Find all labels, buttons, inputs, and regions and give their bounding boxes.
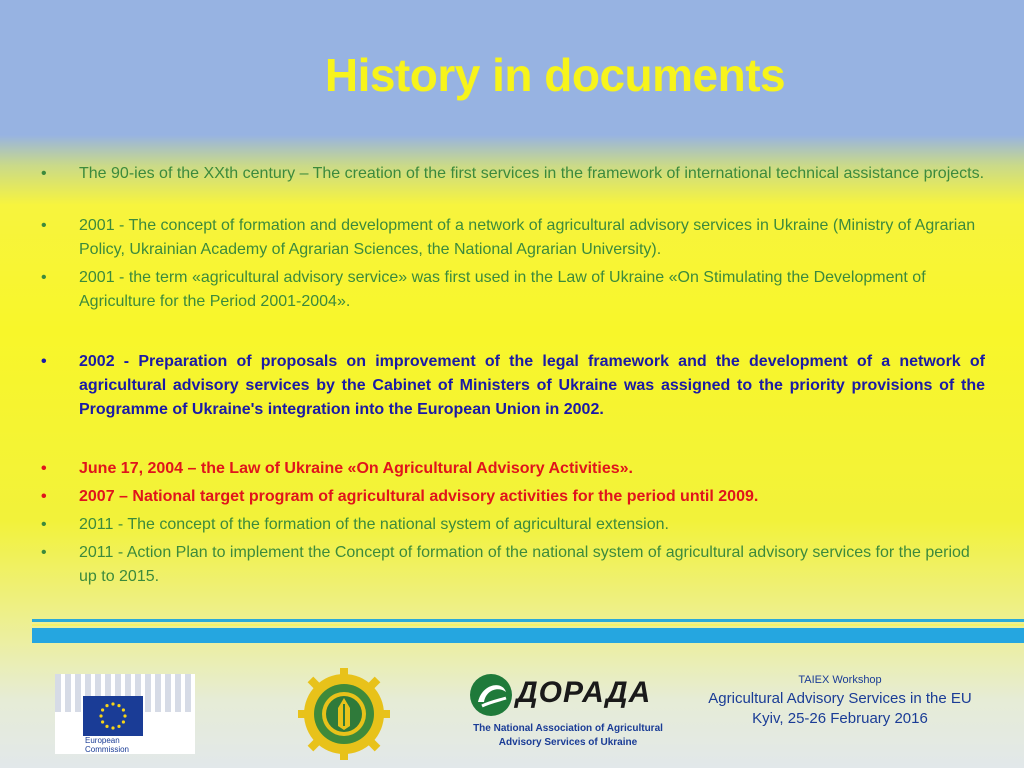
bullet-text: 2001 - The concept of formation and development of a network of agricultural advisory services in Ukraine (Ministry of Agrarian Policy, Ukrainian Academy of Agrarian Sciences, the National Agrarian University). bbox=[79, 217, 976, 258]
dorada-logo bbox=[468, 672, 668, 752]
divider-stripe bbox=[32, 628, 1024, 643]
bullet-marker: • bbox=[41, 269, 47, 286]
bullet-marker: • bbox=[41, 165, 47, 182]
bullet-marker: • bbox=[41, 353, 47, 370]
bullet-text: 2011 - Action Plan to implement the Concept of formation of the national system of agricultural advisory services for the period up to 2015. bbox=[79, 544, 970, 585]
bullet-item bbox=[41, 214, 987, 262]
bullet-item-highlight-2002 bbox=[41, 350, 985, 422]
eu-flag-icon bbox=[83, 696, 143, 736]
agrarian-emblem-icon bbox=[298, 668, 390, 760]
dorada-swirl-icon bbox=[468, 672, 514, 718]
bullet-marker: • bbox=[41, 544, 47, 561]
bullet-text: 2007 – National target program of agricultural advisory activities for the period until 2009. bbox=[79, 488, 759, 505]
european-commission-logo bbox=[55, 674, 195, 754]
taiex-event-date: Kyiv, 25-26 February 2016 bbox=[752, 710, 928, 727]
bullet-text: The 90-ies of the XXth century – The creation of the first services in the framework of international technical assistance projects. bbox=[79, 165, 985, 182]
slide-title: History in documents bbox=[324, 49, 786, 101]
bullet-text: 2001 - the term «agricultural advisory service» was first used in the Law of Ukraine «On Stimulating the Development of Agriculture for the Period 2001-2004». bbox=[79, 269, 926, 310]
bullet-text: 2002 - Preparation of proposals on improvement of the legal framework and the development of a network of agricultural advisory services by the Cabinet of Ministers of Ukraine was assigned to the priority provisions of the Programme of Ukraine's integration into the European Union in 2002. bbox=[79, 353, 985, 418]
ec-logo-text: European Commission bbox=[85, 736, 130, 754]
taiex-label: TAIEX Workshop bbox=[798, 674, 882, 686]
bullet-text: 2011 - The concept of the formation of the national system of agricultural extension. bbox=[79, 516, 669, 533]
taiex-event-title: Agricultural Advisory Services in the EU bbox=[708, 690, 972, 707]
bullet-item-program-2007 bbox=[41, 485, 987, 509]
divider-stripe bbox=[32, 624, 1024, 626]
bullet-item-law-2004 bbox=[41, 457, 987, 481]
bullet-item bbox=[41, 513, 987, 537]
bullet-text: June 17, 2004 – the Law of Ukraine «On Agricultural Advisory Activities». bbox=[79, 460, 633, 477]
bullet-item bbox=[41, 266, 987, 314]
divider-stripe bbox=[32, 619, 1024, 622]
bullet-marker: • bbox=[41, 488, 47, 505]
bullet-marker: • bbox=[41, 460, 47, 477]
bullet-marker: • bbox=[41, 516, 47, 533]
dorada-caption: The National Association of Agricultural Advisory Services of Ukraine bbox=[473, 723, 663, 748]
dorada-wordmark: ДОРАДА bbox=[516, 676, 652, 709]
bullet-item bbox=[41, 541, 987, 589]
bullet-marker: • bbox=[41, 217, 47, 234]
bullet-item bbox=[41, 162, 987, 186]
